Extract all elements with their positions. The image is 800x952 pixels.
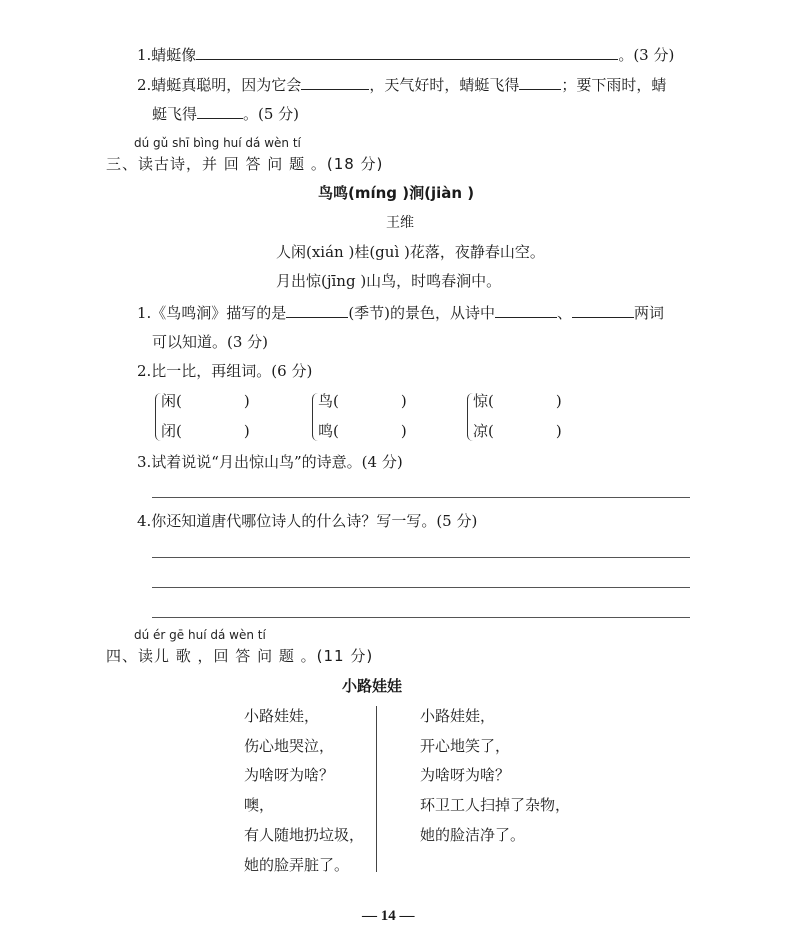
poem-author: 王维 bbox=[386, 215, 414, 231]
poem-line-2: 月出惊(jīng )山鸟，时鸣春涧中。 bbox=[276, 272, 502, 290]
compare-1-bottom: 闭( ) bbox=[161, 422, 250, 440]
answer-blank[interactable] bbox=[495, 303, 557, 318]
question-2-text-d: 蜓飞得 bbox=[152, 105, 198, 123]
song-title: 小路娃娃 bbox=[342, 677, 403, 695]
page-number: — 14 — bbox=[362, 908, 415, 924]
question-2-text-a: 2.蜻蜓真聪明，因为它会 bbox=[137, 76, 302, 94]
poem-title: 鸟鸣(míng )涧(jiàn ) bbox=[318, 184, 475, 202]
s3q1-text-a: 1.《鸟鸣涧》描写的是 bbox=[137, 304, 287, 322]
compare-2-top: 鸟( ) bbox=[318, 392, 407, 410]
section-3-question-3: 3.试着说说“月出惊山鸟”的诗意。(4 分) bbox=[137, 453, 403, 471]
answer-blank[interactable] bbox=[519, 75, 561, 90]
question-2-line-1 bbox=[137, 75, 666, 95]
question-1 bbox=[137, 45, 674, 65]
song-left-line: 有人随地扔垃圾， bbox=[244, 826, 365, 844]
song-right-line: 小路娃娃， bbox=[420, 707, 496, 725]
compare-1-top: 闲( ) bbox=[161, 392, 250, 410]
song-right-line: 她的脸洁净了。 bbox=[420, 826, 526, 844]
song-left-line: 她的脸弄脏了。 bbox=[244, 856, 350, 874]
question-1-prefix: 1.蜻蜓像 bbox=[137, 46, 197, 64]
answer-line[interactable] bbox=[152, 497, 690, 498]
answer-blank[interactable] bbox=[572, 303, 634, 318]
song-right-line: 为啥呀为啥？ bbox=[420, 766, 511, 784]
section-3-heading: 三、读古诗，并 回 答 问 题 。(18 分) bbox=[106, 155, 384, 173]
question-1-suffix: 。(3 分) bbox=[618, 46, 675, 64]
section-3-question-1-line-2: 可以知道。(3 分) bbox=[152, 333, 269, 351]
question-2-text-b: ，天气好时，蜻蜓飞得 bbox=[369, 76, 520, 94]
song-left-line: 小路娃娃， bbox=[244, 707, 320, 725]
compare-3-top: 惊( ) bbox=[473, 392, 562, 410]
song-left-line: 伤心地哭泣， bbox=[244, 737, 335, 755]
answer-line[interactable] bbox=[152, 557, 690, 558]
section-3-question-4: 4.你还知道唐代哪位诗人的什么诗？写一写。(5 分) bbox=[137, 512, 478, 530]
answer-blank[interactable] bbox=[196, 45, 618, 60]
question-2-line-2 bbox=[152, 104, 299, 124]
question-2-text-e: 。(5 分) bbox=[243, 105, 300, 123]
compare-3-bottom: 凉( ) bbox=[473, 422, 562, 440]
answer-blank[interactable] bbox=[301, 75, 369, 90]
section-4-pinyin: dú ér gē huí dá wèn tí bbox=[134, 628, 266, 642]
s3q1-text-c: 、 bbox=[557, 304, 573, 322]
section-3-pinyin: dú gǔ shī bìng huí dá wèn tí bbox=[134, 136, 301, 150]
song-left-line: 噢， bbox=[244, 796, 275, 814]
question-2-text-c: ；要下雨时，蜻 bbox=[561, 76, 667, 94]
song-left-line: 为啥呀为啥？ bbox=[244, 766, 335, 784]
answer-line[interactable] bbox=[152, 587, 690, 588]
column-divider bbox=[376, 706, 377, 872]
s3q1-text-b: (季节)的景色，从诗中 bbox=[348, 304, 496, 322]
answer-line[interactable] bbox=[152, 617, 690, 618]
compare-2-bottom: 鸣( ) bbox=[318, 422, 407, 440]
answer-blank[interactable] bbox=[286, 303, 348, 318]
section-4-heading: 四、读儿 歌 ，回 答 问 题 。(11 分) bbox=[106, 647, 374, 665]
song-right-line: 开心地笑了， bbox=[420, 737, 511, 755]
song-right-line: 环卫工人扫掉了杂物， bbox=[420, 796, 571, 814]
section-3-question-2: 2.比一比，再组词。(6 分) bbox=[137, 362, 313, 380]
section-3-question-1 bbox=[137, 303, 664, 323]
poem-line-1: 人闲(xián )桂(guì )花落，夜静春山空。 bbox=[276, 243, 545, 261]
s3q1-text-d: 两词 bbox=[634, 304, 665, 322]
answer-blank[interactable] bbox=[197, 104, 243, 119]
